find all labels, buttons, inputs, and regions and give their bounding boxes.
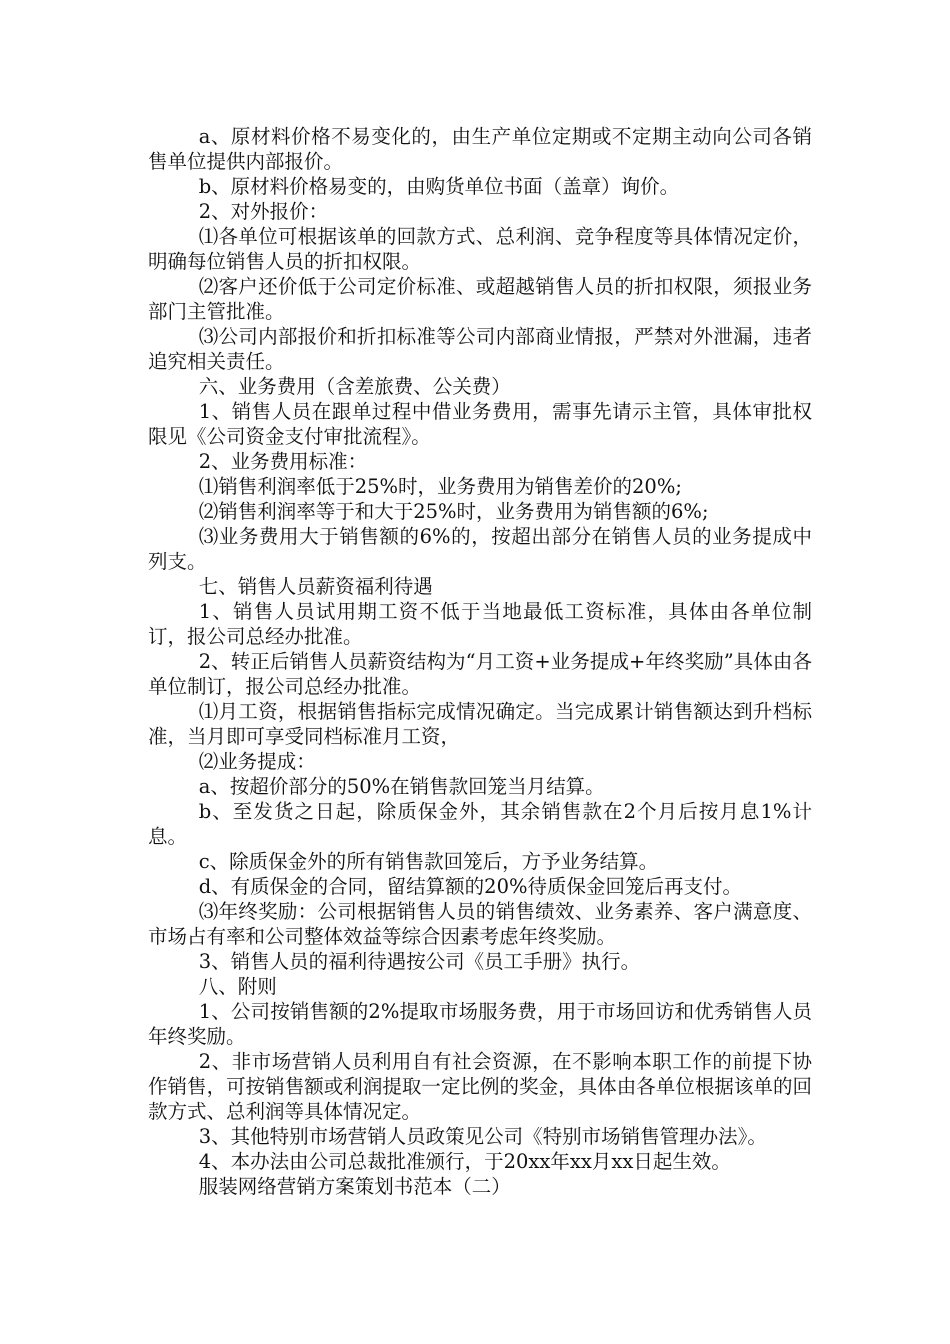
paragraph: ⑶业务费用大于销售额的6%的，按超出部分在销售人员的业务提成中列支。: [148, 525, 812, 573]
paragraph: 1、销售人员在跟单过程中借业务费用，需事先请示主管，具体审批权限见《公司资金支付审批流程》。: [148, 400, 812, 448]
paragraph: 2、转正后销售人员薪资结构为“月工资+业务提成+年终奖励”具体由各单位制订，报公司总经办批准。: [148, 650, 812, 698]
paragraph: ⑵销售利润率等于和大于25%时，业务费用为销售额的6%;: [198, 500, 709, 523]
document-body: [148, 124, 812, 1199]
paragraph: 4、本办法由公司总裁批准颁行，于20xx年xx月xx日起生效。: [198, 1150, 731, 1173]
section-heading: 八、附则: [198, 975, 277, 998]
paragraph: 2、业务费用标准：: [198, 450, 368, 473]
paragraph: 3、其他特别市场营销人员政策见公司《特别市场销售管理办法》。: [198, 1125, 767, 1148]
paragraph: c、除质保金外的所有销售款回笼后，方予业务结算。: [198, 850, 659, 873]
paragraph: a、原材料价格不易变化的，由生产单位定期或不定期主动向公司各销售单位提供内部报价。: [148, 125, 812, 173]
paragraph: ⑴销售利润率低于25%时，业务费用为销售差价的20%;: [198, 475, 682, 498]
paragraph: ⑴月工资，根据销售指标完成情况确定。当完成累计销售额达到升档标准，当月即可享受同档标准月工资，: [148, 700, 812, 748]
paragraph: 1、公司按销售额的2%提取市场服务费，用于市场回访和优秀销售人员年终奖励。: [148, 1000, 812, 1048]
section-heading: 六、业务费用（含差旅费、公关费）: [198, 375, 511, 398]
paragraph: ⑶年终奖励：公司根据销售人员的销售绩效、业务素养、客户满意度、市场占有率和公司整体效益等综合因素考虑年终奖励。: [148, 900, 812, 948]
paragraph: ⑵客户还价低于公司定价标准、或超越销售人员的折扣权限，须报业务部门主管批准。: [148, 275, 812, 323]
paragraph: a、按超价部分的50%在销售款回笼当月结算。: [198, 775, 605, 798]
paragraph: ⑵业务提成：: [198, 750, 316, 773]
paragraph: d、有质保金的合同，留结算额的20%待质保金回笼后再支付。: [198, 875, 743, 898]
paragraph: b、原材料价格易变的，由购货单位书面（盖章）询价。: [198, 175, 680, 198]
paragraph: b、至发货之日起，除质保金外，其余销售款在2个月后按月息1%计息。: [148, 800, 812, 848]
paragraph: 2、非市场营销人员利用自有社会资源，在不影响本职工作的前提下协作销售，可按销售额或利润提取一定比例的奖金，具体由各单位根据该单的回款方式、总利润等具体情况定。: [148, 1050, 812, 1123]
document-title: 服装网络营销方案策划书范本（二）: [198, 1175, 511, 1198]
paragraph: 3、销售人员的福利待遇按公司《员工手册》执行。: [198, 950, 641, 973]
paragraph: ⑴各单位可根据该单的回款方式、总利润、竞争程度等具体情况定价，明确每位销售人员的折扣权限。: [148, 225, 812, 273]
paragraph: 2、对外报价：: [198, 200, 329, 223]
paragraph: 1、销售人员试用期工资不低于当地最低工资标准，具体由各单位制订，报公司总经办批准。: [148, 600, 812, 648]
paragraph: ⑶公司内部报价和折扣标准等公司内部商业情报，严禁对外泄漏，违者追究相关责任。: [148, 325, 812, 373]
section-heading: 七、销售人员薪资福利待遇: [198, 575, 433, 598]
